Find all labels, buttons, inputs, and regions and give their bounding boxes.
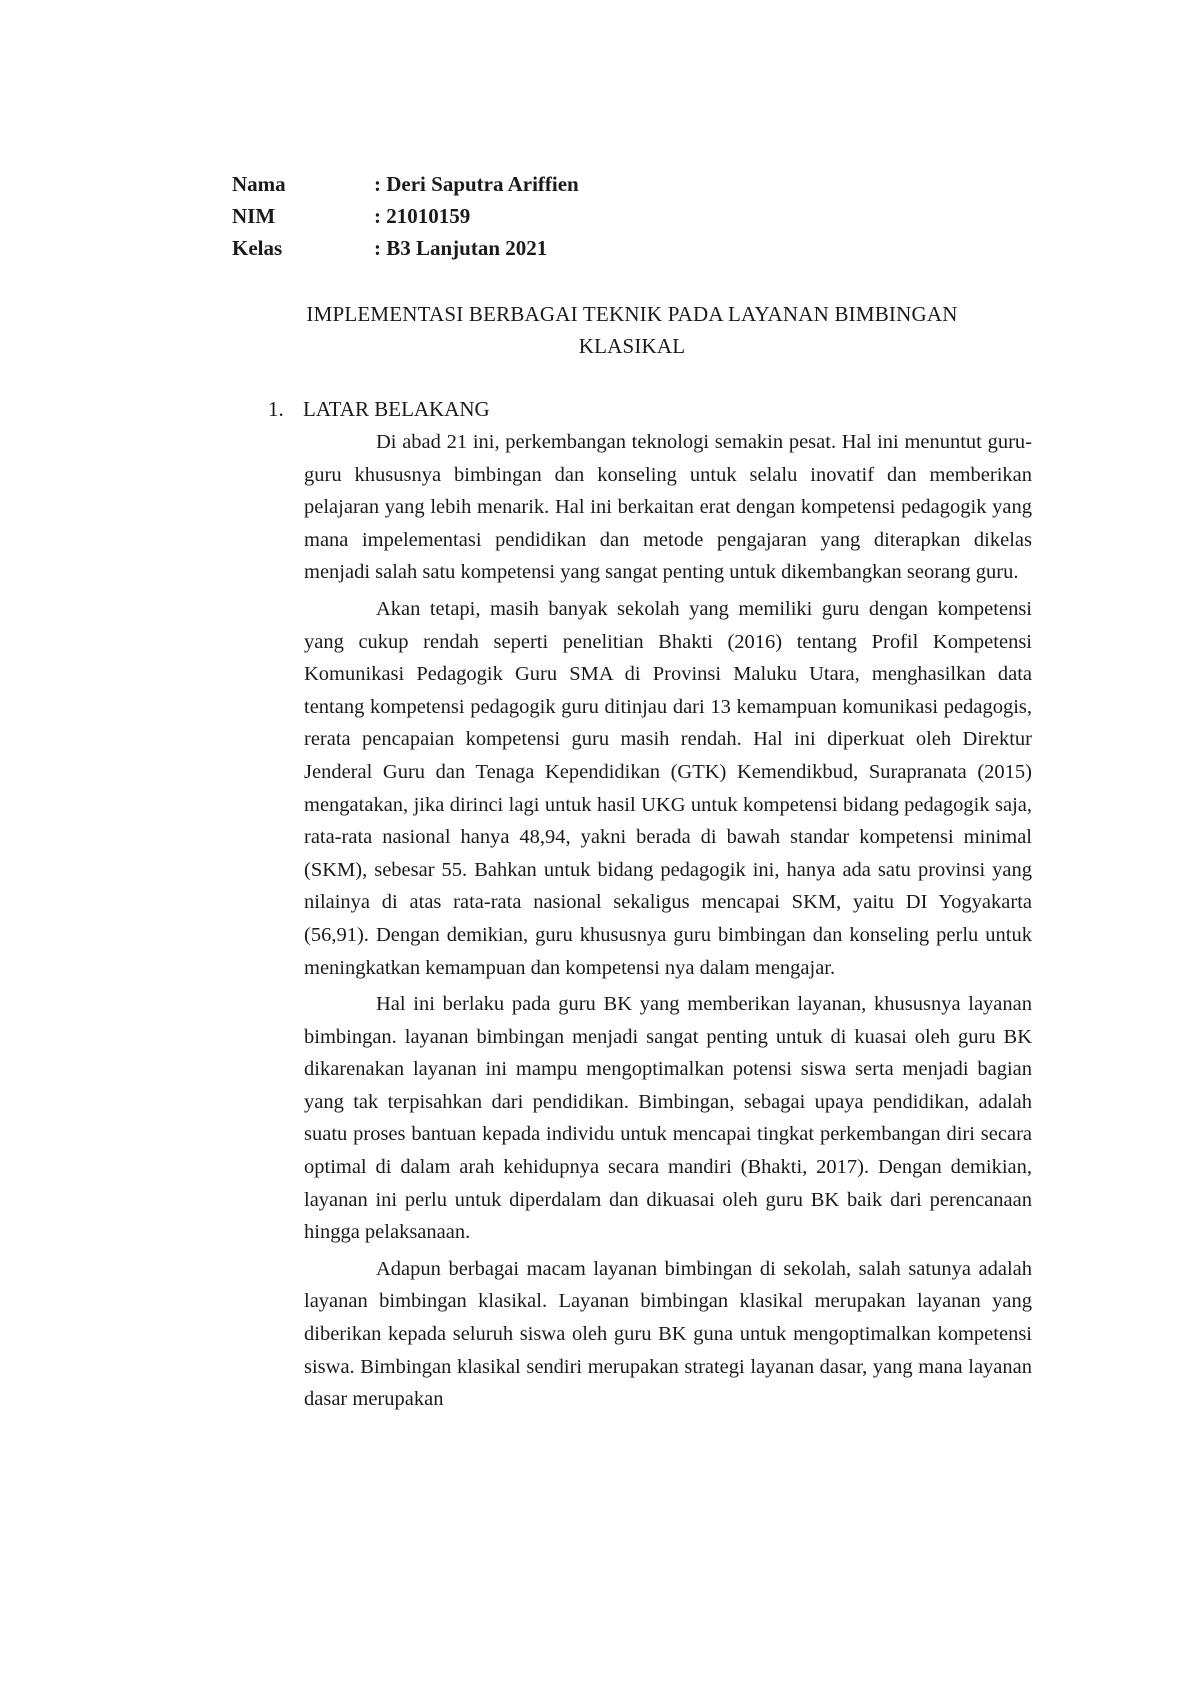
- identity-label: NIM: [232, 204, 276, 228]
- identity-label: Nama: [232, 172, 286, 196]
- paragraph: Hal ini berlaku pada guru BK yang memberikan layanan, khususnya layanan bimbingan. layanan bimbingan menjadi sangat penting untuk di kuasai oleh guru BK dikarenakan layanan ini mampu mengoptimalkan potensi siswa serta menjadi bagian yang tak terpisahkan dari pendidikan. Bimbingan, sebagai upaya pendidikan, adalah suatu proses bantuan kepada individu untuk mencapai tingkat perkembangan diri secara optimal di dalam arah kehidupnya secara mandiri (Bhakti, 2017). Dengan demikian, layanan ini perlu untuk diperdalam dan dikuasai oleh guru BK baik dari perencanaan hingga pelaksanaan.: [304, 993, 1032, 1244]
- paragraph: Akan tetapi, masih banyak sekolah yang memiliki guru dengan kompetensi yang cukup rendah seperti penelitian Bhakti (2016) tentang Profil Kompetensi Komunikasi Pedagogik Guru SMA di Provinsi Maluku Utara, menghasilkan data tentang kompetensi pedagogik guru ditinjau dari 13 kemampuan komunikasi pedagogis, rerata pencapaian kompetensi guru masih rendah. Hal ini diperkuat oleh Direktur Jenderal Guru dan Tenaga Kependidikan (GTK) Kemendikbud, Surapranata (2015) mengatakan, jika dirinci lagi untuk hasil UKG untuk kompetensi bidang pedagogik saja, rata-rata nasional hanya 48,94, yakni berada di bawah standar kompetensi minimal (SKM), sebesar 55. Bahkan untuk bidang pedagogik ini, hanya ada satu provinsi yang nilainya di atas rata-rata nasional sekaligus mencapai SKM, yaitu DI Yogyakarta (56,91). Dengan demikian, guru khususnya guru bimbingan dan konseling perlu untuk meningkatkan kemampuan dan kompetensi nya dalam mengajar.: [304, 597, 1032, 979]
- section-heading: [268, 393, 490, 425]
- section-body: [304, 426, 1032, 1420]
- identity-value: : B3 Lanjutan 2021: [374, 236, 548, 260]
- paragraph: Di abad 21 ini, perkembangan teknologi semakin pesat. Hal ini menuntut guru-guru khususnya bimbingan dan konseling untuk selalu inovatif dan memberikan pelajaran yang lebih menarik. Hal ini berkaitan erat dengan kompetensi pedagogik yang mana impelementasi pendidikan dan metode pengajaran yang diterapkan dikelas menjadi salah satu kompetensi yang sangat penting untuk dikembangkan seorang guru.: [304, 431, 1032, 584]
- title-line-1: IMPLEMENTASI BERBAGAI TEKNIK PADA LAYANAN BIMBINGAN: [306, 302, 958, 326]
- paragraph: Adapun berbagai macam layanan bimbingan di sekolah, salah satunya adalah layanan bimbingan klasikal. Layanan bimbingan klasikal merupakan layanan yang diberikan kepada seluruh siswa oleh guru BK guna untuk mengoptimalkan kompetensi siswa. Bimbingan klasikal sendiri merupakan strategi layanan dasar, yang mana layanan dasar merupakan: [304, 1257, 1032, 1411]
- identity-value: : 21010159: [374, 204, 471, 228]
- title-line-2: KLASIKAL: [578, 334, 686, 358]
- student-identity-block: [232, 168, 579, 264]
- section-title: LATAR BELAKANG: [303, 397, 490, 421]
- identity-row-nim: [232, 200, 579, 232]
- document-title: [232, 298, 1032, 362]
- identity-value: : Deri Saputra Ariffien: [374, 172, 579, 196]
- identity-row-nama: [232, 168, 579, 200]
- section-number: 1.: [268, 397, 284, 421]
- identity-row-kelas: [232, 232, 579, 264]
- identity-label: Kelas: [232, 236, 283, 260]
